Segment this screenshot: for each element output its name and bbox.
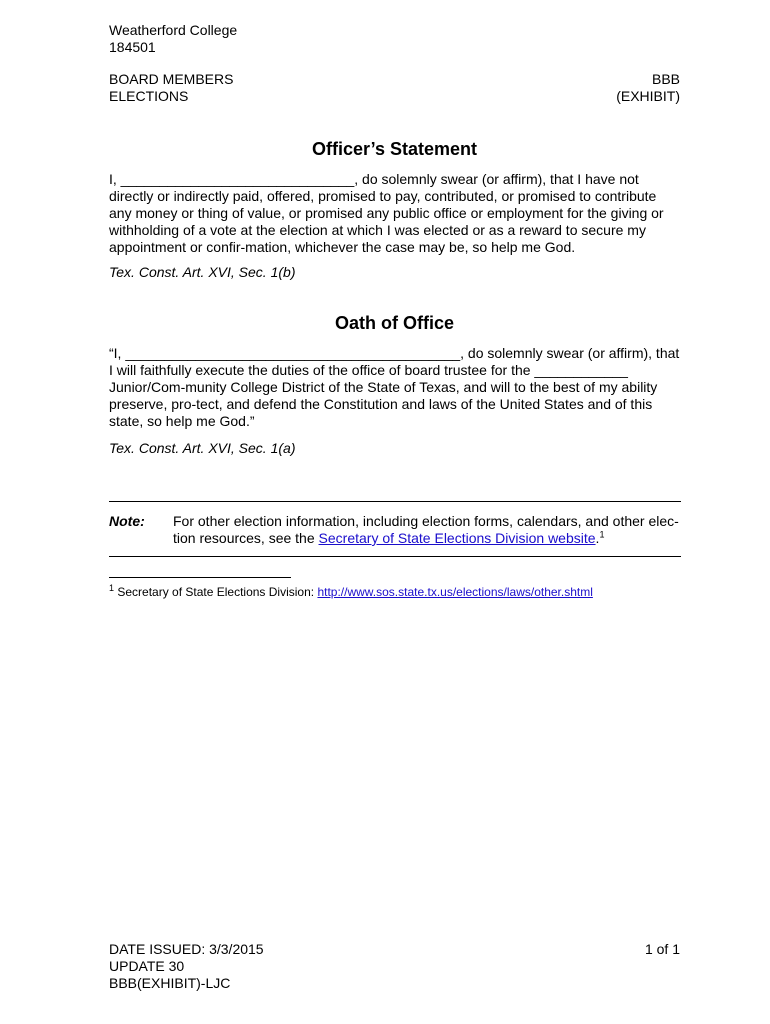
officers-statement-body: I, ______________________________, do solemnly swear (or affirm), that I have not directly or indirectly paid, offered, promised to pay, contributed, or promised to contribute any money or thing of value, or promised any public office or employment for the giving or withholding of a vote at the election at which I was elected or as a reward to secure my appointment or confir-mation, whichever the case may be, so help me God. [109, 171, 664, 255]
oath-of-office-title: Oath of Office [334, 313, 454, 333]
note-label: Note: [109, 513, 145, 529]
footnote-divider [109, 577, 291, 578]
institution-name: Weatherford College [109, 22, 238, 38]
page-number: 1 of 1 [644, 941, 680, 957]
policy-header [616, 71, 680, 105]
footnote-url-link[interactable]: http://www.sos.state.tx.us/elections/laws/other.shtml [317, 585, 593, 599]
date-issued: DATE ISSUED: 3/3/2015 [109, 941, 264, 957]
officers-statement-title: Officer’s Statement [311, 139, 478, 159]
footnote-number: 1 [109, 583, 115, 593]
footnote-ref: 1 [599, 529, 605, 540]
oath-of-office-body: “I, ___________________________________________, do solemnly swear (or affirm), that I will faithfully execute the duties of the office of board trustee for the ____________ Junior/Com-munity College District of the State of Texas, and will to the best of my ability preserve, pro-tect, and defend the Constitution and laws of the United States and of this state, so help me God.” [109, 345, 680, 429]
policy-code: BBB [651, 71, 680, 87]
section-line-1: BOARD MEMBERS [109, 71, 234, 87]
note-bottom-divider [109, 556, 681, 557]
footer-info [109, 941, 264, 992]
note-text-after: . [595, 530, 600, 546]
sos-elections-link[interactable]: Secretary of State Elections Division website [318, 530, 596, 546]
footnote [109, 585, 593, 600]
footnote-text: Secretary of State Elections Division: [114, 585, 318, 599]
policy-type: (EXHIBIT) [616, 88, 680, 104]
update-number: UPDATE 30 [109, 958, 185, 974]
document-code: BBB(EXHIBIT)-LJC [109, 975, 231, 991]
section-line-2: ELECTIONS [109, 88, 189, 104]
section-header [109, 71, 233, 105]
institution-header [109, 22, 237, 56]
oath-of-office-citation: Tex. Const. Art. XVI, Sec. 1(a) [109, 440, 296, 456]
institution-code: 184501 [109, 39, 156, 55]
note-text-before: For other election information, including election forms, calendars, and other elec-tion resources, see the [173, 513, 679, 546]
note-top-divider [109, 501, 681, 502]
officers-statement-citation: Tex. Const. Art. XVI, Sec. 1(b) [109, 264, 296, 280]
note-text [173, 513, 681, 547]
